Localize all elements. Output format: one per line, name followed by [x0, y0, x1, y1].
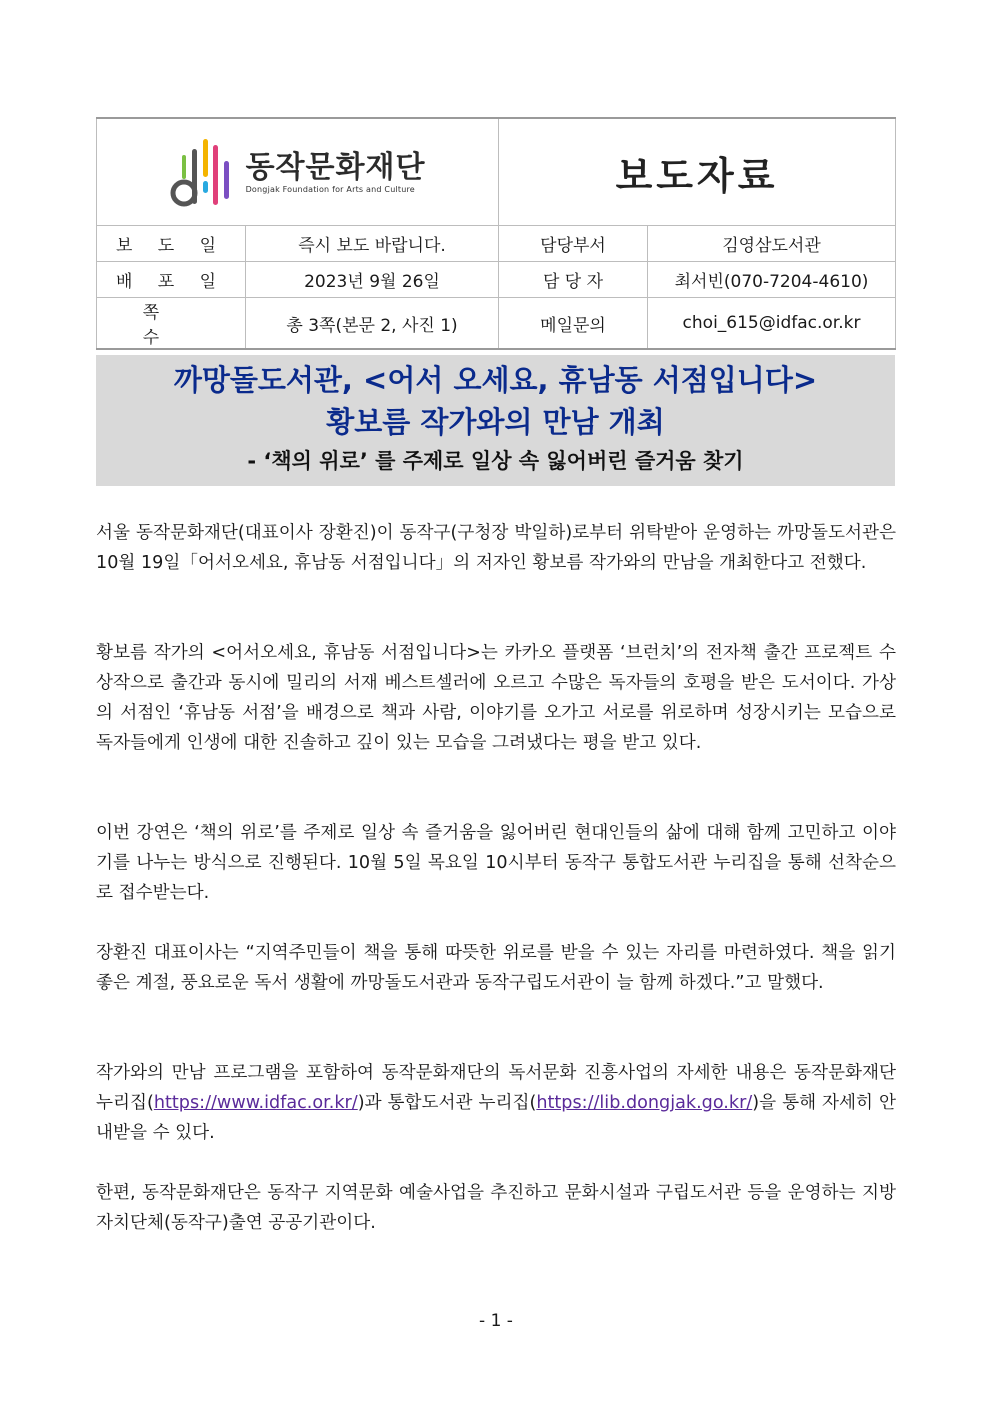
contact-person-label: 담 당 자	[499, 262, 648, 298]
doc-type-cell	[499, 118, 896, 226]
paragraph-5-text-c: )을 통해 자세히 안내받을 수 있다.	[96, 1093, 896, 1143]
contact-person-value: 최서빈(070-7204-4610)	[648, 262, 896, 298]
info-row	[97, 298, 896, 350]
headline-line1: 까망돌도서관, <어서 오세요, 휴남동 서점입니다>	[173, 363, 818, 397]
email-label: 메일문의	[499, 298, 648, 350]
info-row	[97, 262, 896, 298]
info-row	[97, 226, 896, 262]
paragraph-3: 이번 강연은 ‘책의 위로’를 주제로 일상 속 즐거움을 잃어버린 현대인들의 삶에 대해 함께 고민하고 이야기를 나누는 방식으로 진행된다. 10월 5일 목요일 10시부터 동작구 통합도서관 누리집을 통해 선착순으로 접수받는다.	[96, 823, 896, 903]
email-value: choi_615@idfac.or.kr	[648, 298, 896, 350]
page-count-label: 쪽 수	[97, 298, 246, 350]
distribution-date-value: 2023년 9월 26일	[246, 262, 499, 298]
title-box	[96, 355, 895, 486]
page-number: - 1 -	[479, 1311, 513, 1331]
paragraph-4: 장환진 대표이사는 “지역주민들이 책을 통해 따뜻한 위로를 받을 수 있는 자리를 마련하였다. 책을 읽기 좋은 계절, 풍요로운 독서 생활에 까망돌도서관과 동작구립도서관이 늘 함께 하겠다.”고 말했다.	[96, 943, 896, 993]
release-date-value: 즉시 보도 바랍니다.	[246, 226, 499, 262]
logo-english-text: Dongjak Foundation for Arts and Culture	[245, 184, 415, 194]
release-date-label: 보 도 일	[97, 226, 246, 262]
page-count-value: 총 3쪽(본문 2, 사진 1)	[246, 298, 499, 350]
department-label: 담당부서	[499, 226, 648, 262]
paragraph-5-text-a: 작가와의 만남 프로그램을 포함하여 동작문화재단의 독서문화 진흥사업의 자세한 내용은 동작문화재단 누리집(	[96, 1063, 896, 1113]
distribution-date-label: 배 포 일	[97, 262, 246, 298]
logo-cell	[97, 118, 499, 226]
library-homepage-link[interactable]: https://lib.dongjak.go.kr/	[536, 1093, 753, 1113]
subheadline: - ‘책의 위로’ 를 주제로 일상 속 잃어버린 즐거움 찾기	[247, 449, 744, 473]
foundation-logo-icon	[170, 135, 236, 209]
headline-line2: 황보름 작가와의 만남 개최	[326, 405, 665, 439]
paragraph-6: 한편, 동작문화재단은 동작구 지역문화 예술사업을 추진하고 문화시설과 구립도서관 등을 운영하는 지방자치단체(동작구)출연 공공기관이다.	[96, 1183, 896, 1233]
header-table	[96, 117, 896, 350]
idfac-homepage-link[interactable]: https://www.idfac.or.kr/	[153, 1093, 358, 1113]
department-value: 김영삼도서관	[648, 226, 896, 262]
paragraph-5-text-b: )과 통합도서관 누리집(	[357, 1093, 537, 1113]
paragraph-2: 황보름 작가의 <어서오세요, 휴남동 서점입니다>는 카카오 플랫폼 ‘브런치’의 전자책 출간 프로젝트 수상작으로 출간과 동시에 밀리의 서재 베스트셀러에 오르고 수많은 독자들의 호평을 받은 도서이다. 가상의 서점인 ‘휴남동 서점’을 배경으로 책과 사람, 이야기를 오가고 서로를 위로하며 성장시키는 모습으로 독자들에게 인생에 대한 진솔하고 깊이 있는 모습을 그려냈다는 평을 받고 있다.	[96, 643, 896, 753]
paragraph-5	[96, 1058, 896, 1148]
logo-korean-text: 동작문화재단	[245, 149, 426, 185]
doc-type-title: 보도자료	[615, 153, 779, 198]
paragraph-1: 서울 동작문화재단(대표이사 장환진)이 동작구(구청장 박일하)로부터 위탁받아 운영하는 까망돌도서관은 10월 19일「어서오세요, 휴남동 서점입니다」의 저자인 황보름 작가와의 만남을 개최한다고 전했다.	[96, 523, 896, 573]
